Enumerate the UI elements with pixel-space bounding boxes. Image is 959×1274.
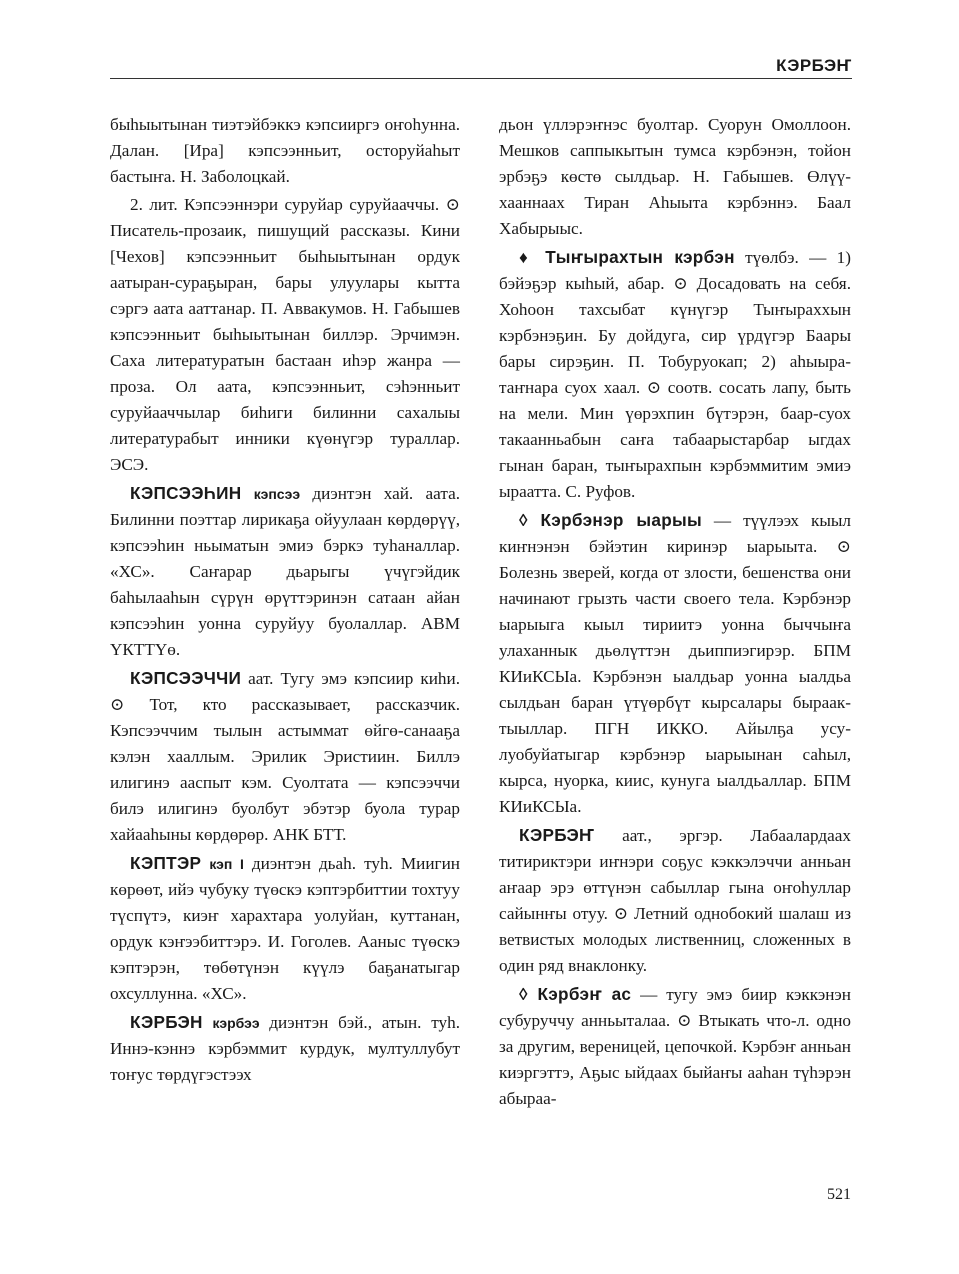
dictionary-paragraph	[499, 507, 851, 820]
dictionary-paragraph	[499, 244, 851, 505]
entry-text: — түүлээх кыыл киҥнэнэн бэйэтин киринэр ыарыыта. ⊙ Болезнь зверей, когда от злости, бешенства они начинают грызть части своего тела. Кэрбэнэр ыарыыга кыыл тириитэ уонна быччыҥа улаханнык дьөлүттэн дьиппиэгирэр. БПМ КИиКСЫа. Кэрбэнэн ыалдьар уонна ыалдьа сылдьан баран үтүөрбүт кырсалары быраактыыллар. ПГН ИККО. Айылҕа усулуобуйатыгар кэрбэнэр ыарыынан саһыл, кырса, нуорка, киис, кунуга ыалдьаллар. БПМ КИиКСЫа.	[499, 511, 851, 816]
entry-text: диэнтэн хай. аата. Билинни поэттар лирикаҕа ойуулаан көрдөрүү, кэпсээһин ньыматын эмиэ бэркэ туһаналлар. «ХС». Саҥарар дьарыгы үчүгэйдик баһылааһын сүрүн өрүттэринэн сатаан айан кэпсээһин уонна суруйуу буолаллар. АВМ ҮКТТҮө.	[110, 484, 461, 659]
entry-text: диэнтэн дьаһ. туһ. Миигин көрөөт, ийэ чубуку түөскэ кэптэрбиттии тохтуу түспүтэ, киэҥ харахтара уолуйан, куттанан, ордук кэҥээбиттэрэ. И. Гоголев. Ааныс түөскэ кэптэрэн, төбөтүнэн күүлэ баҕанатыгар охсуллунна. «ХС».	[110, 854, 460, 1003]
left-column	[110, 112, 460, 1090]
entry-grammar: кэп I	[209, 856, 244, 872]
entry-headword: КЭПТЭР	[130, 853, 202, 873]
dictionary-paragraph	[110, 850, 460, 1007]
entry-grammar: кэпсээ	[253, 486, 301, 502]
entry-text: 2. лит. Кэпсээннэри суруйар суруйааччы. ⊙ Писатель-прозаик, пишущий рассказы. Кини [Чехов] кэпсээнньит быһыытынан ордук аатыран-сураҕыран, бары улуулары кытта сэргэ аата ааттанар. П. Аввакумов. Н. Габышев кэпсээнньит быһыытынан биллэр. Эрчимэн. Саха литературатын бастаан иһэр жанра — проза. Ол аата, кэпсээнньит, сэһэнньит суруйааччылар биһиги билинни сахалыы литературабыт инники күөнүгэр тураллар. ЭСЭ.	[110, 195, 460, 474]
entry-text: аат. Тугу эмэ кэпсиир киһи. ⊙ Тот, кто рассказывает, рассказчик. Кэпсээччим тылын астыммат өйгө-санааҕа кэлэн хааллым. Эрилик Эристиин. Биллэ илигинэ ааспыт кэм. Суолтата — кэпсээччи билэ илигинэ буолбут эбэтэр буола турар хайааһыны көрдөрөр. АНК БТТ.	[110, 669, 460, 844]
right-column	[499, 112, 851, 1114]
entry-headword: КЭПСЭЭЧЧИ	[130, 668, 242, 688]
running-header	[110, 48, 852, 79]
entry-headword: КЭРБЭҤ	[519, 825, 595, 845]
entry-headword: ◊ Кэрбэнэр ыарыы	[519, 510, 702, 530]
dictionary-paragraph	[110, 480, 460, 663]
entry-text: — тугу эмэ биир кэккэнэн субуруччу анньыталаа. ⊙ Втыкать что-л. одно за другим, вереницей, цепочкой. Кэрбэҥ анньан киэргэттэ, Аҕыс ыйдаах быйаҥы ааһан түһэрэн абыраа-	[499, 985, 851, 1108]
dictionary-paragraph	[110, 1009, 460, 1088]
dictionary-paragraph	[499, 112, 851, 242]
running-head: КЭРБЭҤ	[776, 56, 852, 75]
dictionary-paragraph	[110, 112, 460, 190]
dictionary-paragraph	[499, 822, 851, 979]
entry-headword: ◊ Кэрбэҥ ас	[519, 984, 632, 1004]
entry-headword: КЭРБЭН	[130, 1012, 203, 1032]
entry-text: дьон үллэрэҥнэс буолтар. Суорун Омоллоон. Мешков саппыкытын тумса кэрбэнэн, тойон эрбэҕэ көстө сылдьар. Н. Габышев. Өлүү-хааннаах Тиран Аһыыта кэрбэннэ. Баал Хабырыыс.	[499, 115, 851, 238]
entry-text: түөлбэ. — 1) бэйэҕэр кыһый, абар. ⊙ Досадовать на себя. Хоһоон тахсыбат күнүгэр Тыҥыраххын кэрбэнэҕин. Бу дойдуга, сир үрдүгэр Баары бары сирэҕин. П. Тобуруокап; 2) аһыыра-таҥнара суох хаал. ⊙ соотв. сосать лапу, быть на мели. Мин үөрэхпин бүтэрэн, баар-суох такаанньабын саҥа табаарыстарбар ыгдах гынан баран, тыҥырахпын кэрбэммитим эмиэ ыраатта. С. Руфов.	[499, 248, 852, 501]
entry-headword: КЭПСЭЭҺИН	[130, 483, 242, 503]
entry-text: диэнтэн бэй., атын. туһ. Иннэ-кэннэ кэрбэммит курдук, мултуллубут тоҥус төрдүгэстээх	[110, 1013, 460, 1084]
entry-text: аат., эргэр. Лабаалардаах титириктэри иҥнэри соҕус кэккэлэччи анньан аҥаар эрэ өттүнэн сабыллар гына оҥоһуллар сайынҥы отуу. ⊙ Летний однобокий шалаш из ветвистых молодых лиственниц, сложенных в один ряд внаклонку.	[499, 826, 851, 975]
dictionary-paragraph	[110, 192, 460, 478]
entry-text: быһыытынан тиэтэйбэккэ кэпсииргэ оҥоһунна. Далан. [Ира] кэпсээнньит, осторуйаһыт бастыҥа. Н. Заболоцкай.	[110, 115, 460, 186]
dictionary-paragraph	[499, 981, 851, 1112]
entry-grammar: кэрбээ	[212, 1015, 260, 1031]
dictionary-paragraph	[110, 665, 460, 848]
entry-headword: ♦ Тыҥырахтын кэрбэн	[519, 247, 735, 267]
page-number: 521	[827, 1186, 851, 1203]
